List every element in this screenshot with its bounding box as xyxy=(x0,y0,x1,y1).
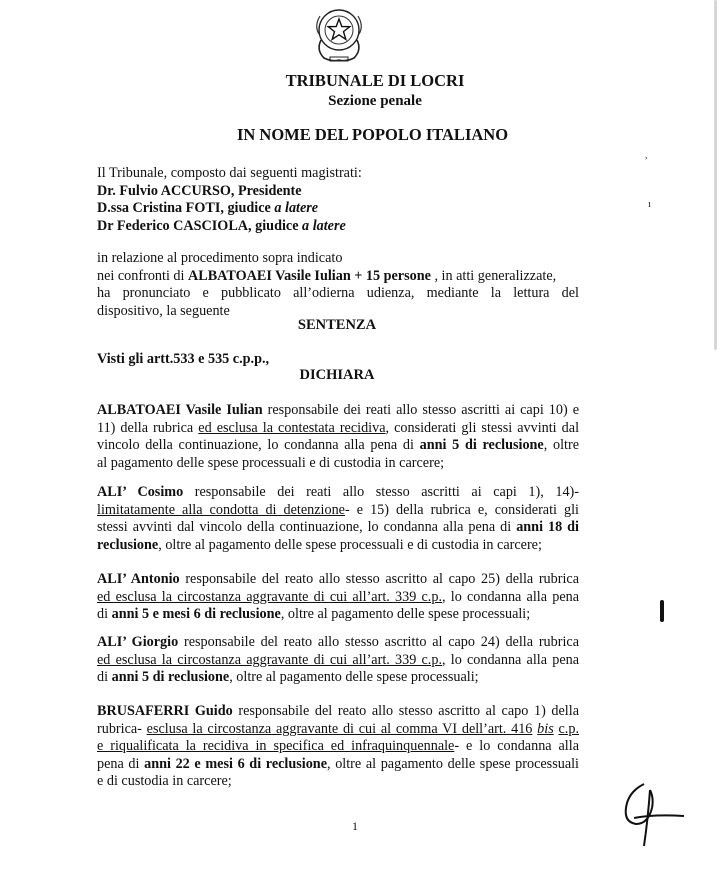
sentenza-title: SENTENZA xyxy=(297,317,377,333)
judge-2: D.ssa Cristina FOTI, giudice a latere xyxy=(97,200,319,217)
dichiara-title: DICHIARA xyxy=(299,367,375,383)
margin-pen-stroke xyxy=(660,600,664,622)
court-section: Sezione penale xyxy=(328,93,422,109)
composition-intro: Il Tribunale, composto dai seguenti magistrati: xyxy=(97,165,362,181)
paragraph-ali-cosimo: ALI’ Cosimo responsabile dei reati allo stesso ascritti ai capi 1), 14)- limitatamente alla condotta di detenzione- e 15) della rubrica e, considerati gli stessi avvinti dal vincolo della continuazione, lo condanna alla pena di anni 18 di reclusione, oltre al pagamento delle spese processuali e di custodia in carcere; xyxy=(97,484,579,553)
court-name: TRIBUNALE DI LOCRI xyxy=(285,71,465,90)
proceeding-line-2: nei confronti di ALBATOAEI Vasile Iulian + 15 persone , in atti generalizzate, xyxy=(97,267,557,284)
judge-3: Dr Federico CASCIOLA, giudice a latere xyxy=(97,217,346,234)
paragraph-albatoaei: ALBATOAEI Vasile Iulian responsabile dei reati allo stesso ascritti ai capi 10) e 11) della rubrica ed esclusa la contestata recidiva, considerati gli stessi avvinti dal vincolo della continuazione, lo condanna alla pena di anni 5 di reclusione, oltre al pagamento delle spese processuali e di custodia in carcere; xyxy=(97,402,580,471)
paragraph-ali-antonio: ALI’ Antonio responsabile del reato allo stesso ascritto al capo 25) della rubrica ed esclusa la circostanza aggravante di cui all’art. 339 c.p., lo condanna alla pena di anni 5 e mesi 6 di reclusione, oltre al pagamento delle spese processuali; xyxy=(97,571,580,623)
page-number: 1 xyxy=(352,819,358,833)
paragraph-ali-giorgio: ALI’ Giorgio responsabile del reato allo stesso ascritto al capo 24) della rubrica ed esclusa la circostanza aggravante di cui all’art. 339 c.p., lo condanna alla pena di anni 5 di reclusione, oltre al pagamento delle spese processuali; xyxy=(97,634,580,686)
margin-mark: ı xyxy=(648,198,652,210)
margin-mark: , xyxy=(645,150,648,161)
proceeding-block: in relazione al procedimento sopra indicato nei confronti di ALBATOAEI Vasile Iulian + 15 persone , in atti generalizzate, ha pronunciato e pubblicato all’odierna udienza, mediante la lettura del dispositivo, la seguente xyxy=(97,250,579,319)
republic-emblem-icon xyxy=(310,4,368,66)
visti-line: Visti gli artt.533 e 535 c.p.p., xyxy=(97,351,270,367)
vertical-scrollbar[interactable] xyxy=(714,0,717,350)
paragraph-brusaferri: BRUSAFERRI Guido responsabile del reato allo stesso ascritto al capo 1) della rubrica- esclusa la circostanza aggravante di cui al comma VI dell’art. 416 bis c.p. e riqualificata la recidiva in specifica ed infraquinquennale- e lo condanna alla pena di anni 22 e mesi 6 di reclusione, oltre al pagamento delle spese processuali e di custodia in carcere; xyxy=(97,703,580,790)
judge-president: Dr. Fulvio ACCURSO, Presidente xyxy=(97,182,302,199)
handwritten-signature xyxy=(614,778,690,850)
composition-block xyxy=(97,165,577,235)
formula-title: IN NOME DEL POPOLO ITALIANO xyxy=(236,125,509,144)
